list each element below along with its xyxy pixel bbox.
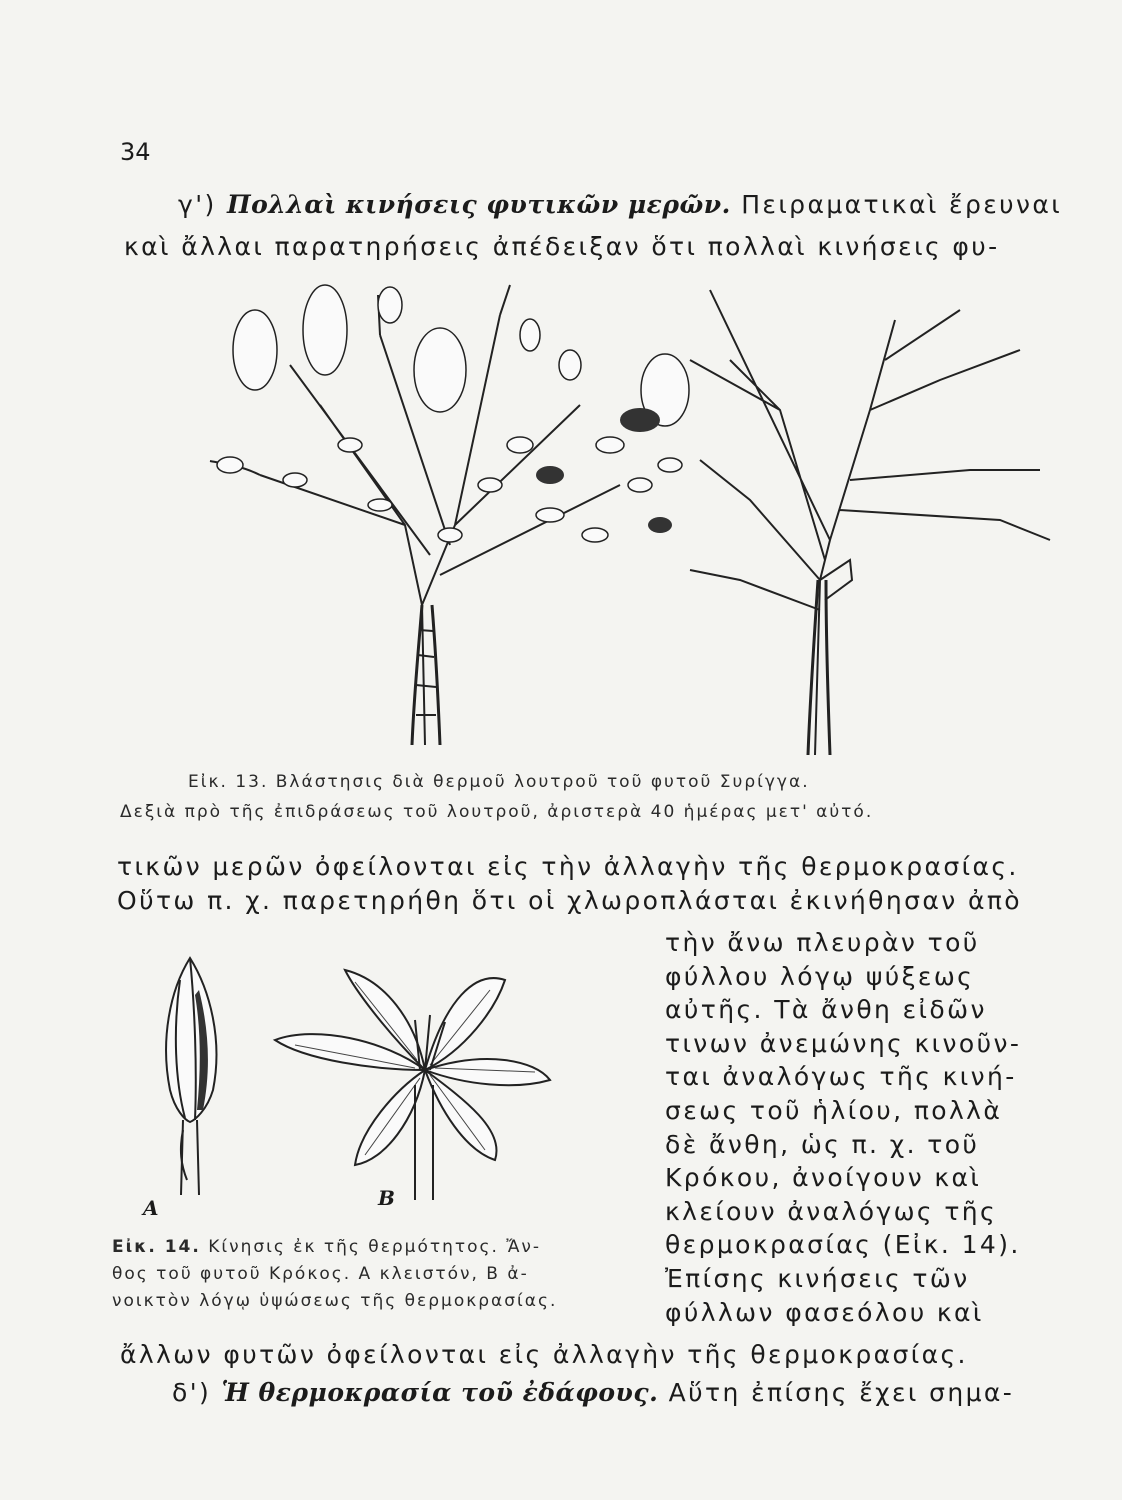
figure-13-branch-blooming <box>200 275 700 755</box>
wrapped-line: Κρόκου, ἀνοίγουν καὶ <box>665 1163 982 1193</box>
section-g-line1-rest: Πειραματικαὶ ἔρευναι <box>741 190 1063 219</box>
wrapped-line: κλείουν ἀναλόγως τῆς <box>665 1196 998 1226</box>
figure-14-closed-crocus <box>135 950 245 1200</box>
section-g-line-1 <box>178 190 1062 219</box>
figure-14-label-b: B <box>378 1186 395 1210</box>
wrapped-line: τινων ἀνεμώνης κινοῦν- <box>665 1028 1022 1058</box>
section-d-heading: Ἡ θερμοκρασία τοῦ ἐδάφους. <box>221 1378 659 1407</box>
body-line-1: τικῶν μερῶν ὀφείλονται εἰς τὴν ἀλλαγὴν τῆς θερμοκρασίας. <box>117 852 1019 881</box>
page-number: 34 <box>120 138 151 166</box>
lilac-bare-illustration <box>680 280 1060 760</box>
figure-13-caption-line-1: Εἰκ. 13. Βλάστησις διὰ θερμοῦ λουτροῦ τοῦ φυτοῦ Συρίγγα. <box>188 772 810 792</box>
wrapped-line: ται ἀναλόγως τῆς κινή- <box>665 1062 1017 1092</box>
section-g-label: γ') <box>178 190 217 219</box>
section-d-rest: Αὕτη ἐπίσης ἔχει σημα- <box>668 1378 1015 1407</box>
body-line-2: Οὕτω π. χ. παρετηρήθη ὅτι οἱ χλωροπλάσται ἐκινήθησαν ἀπὸ <box>117 886 1022 915</box>
section-d-line <box>172 1378 1014 1407</box>
body-wrapped-column <box>665 926 1065 1329</box>
wrapped-line: αὐτῆς. Τὰ ἄνθη εἰδῶν <box>665 995 987 1025</box>
figure-14-label-a: A <box>143 1196 159 1220</box>
section-g-line-2: καὶ ἄλλαι παρατηρήσεις ἀπέδειξαν ὅτι πολλαὶ κινήσεις φυ- <box>124 232 1000 261</box>
wrapped-line: σεως τοῦ ἡλίου, πολλὰ <box>665 1095 1003 1125</box>
figure-14-caption-line-2: θος τοῦ φυτοῦ Κρόκος. Α κλειστόν, Β ἀ- <box>112 1264 529 1284</box>
figure-14-caption-line-3: νοικτὸν λόγῳ ὑψώσεως τῆς θερμοκρασίας. <box>112 1291 558 1311</box>
body-line-last: ἄλλων φυτῶν ὀφείλονται εἰς ἀλλαγὴν τῆς θερμοκρασίας. <box>120 1340 968 1369</box>
wrapped-line: τὴν ἄνω πλευρὰν τοῦ <box>665 928 980 957</box>
figure-14-open-crocus <box>265 960 565 1205</box>
wrapped-line: φύλλων φασεόλου καὶ <box>665 1297 984 1327</box>
open-crocus-illustration <box>265 960 565 1205</box>
wrapped-line: Ἐπίσης κινήσεις τῶν <box>665 1263 970 1293</box>
figure-14-caption-line1-rest: Κίνησις ἐκ τῆς θερμότητος. Ἄν- <box>208 1237 542 1257</box>
closed-crocus-illustration <box>135 950 245 1200</box>
section-d-label: δ') <box>172 1378 212 1407</box>
wrapped-line: φύλλου λόγῳ ψύξεως <box>665 961 975 991</box>
lilac-blooming-illustration <box>200 275 700 755</box>
figure-13-caption-line-2: Δεξιὰ πρὸ τῆς ἐπιδράσεως τοῦ λουτροῦ, ἀριστερὰ 40 ἡμέρας μετ' αὐτό. <box>120 802 874 822</box>
wrapped-line: θερμοκρασίας (Εἰκ. 14). <box>665 1230 1021 1260</box>
wrapped-line: δὲ ἄνθη, ὡς π. χ. τοῦ <box>665 1129 980 1159</box>
section-g-heading: Πολλαὶ κινήσεις φυτικῶν μερῶν. <box>226 190 731 219</box>
figure-13-branch-bare <box>680 280 1060 760</box>
figure-14-caption-line-1 <box>112 1237 541 1257</box>
figure-14-caption-label: Εἰκ. 14. <box>112 1237 201 1257</box>
